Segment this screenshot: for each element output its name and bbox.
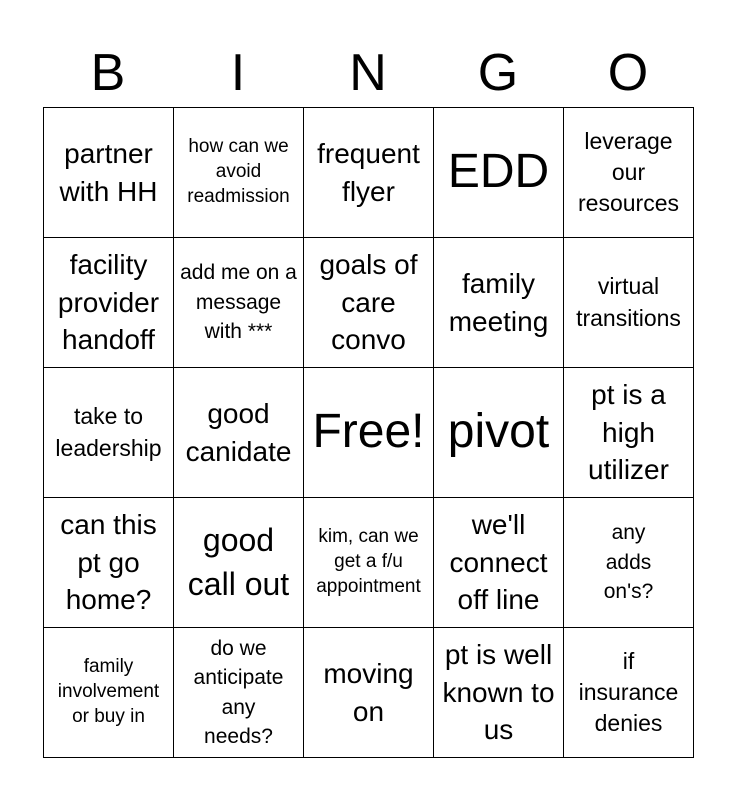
bingo-cell[interactable] xyxy=(564,238,694,368)
bingo-cell[interactable] xyxy=(304,108,434,238)
bingo-cell[interactable] xyxy=(564,108,694,238)
bingo-cell[interactable] xyxy=(564,368,694,498)
bingo-cell[interactable] xyxy=(304,238,434,368)
cell-text: how can we avoid readmission xyxy=(187,136,290,207)
header-letter-b: B xyxy=(90,44,126,102)
cell-text: frequent flyer xyxy=(317,137,420,207)
bingo-cell[interactable] xyxy=(174,108,304,238)
bingo-cell[interactable] xyxy=(174,498,304,628)
header-letter-o: O xyxy=(607,44,649,102)
bingo-cell[interactable] xyxy=(174,368,304,498)
cell-text: if insurance denies xyxy=(578,647,679,737)
cell-text: pt is well known to us xyxy=(442,638,555,746)
bingo-cell[interactable] xyxy=(564,628,694,758)
free-space-cell[interactable] xyxy=(304,368,434,498)
bingo-cell[interactable] xyxy=(564,498,694,628)
free-space-text: Free! xyxy=(312,405,425,459)
cell-text: good canidate xyxy=(185,397,292,467)
cell-text: kim, can we get a f/u appointment xyxy=(316,526,421,597)
bingo-header xyxy=(43,40,693,106)
cell-text: pt is a high utilizer xyxy=(588,378,669,486)
cell-text: leverage our resources xyxy=(578,127,679,217)
bingo-cell[interactable] xyxy=(44,368,174,498)
bingo-cell[interactable] xyxy=(44,108,174,238)
cell-text: facility provider handoff xyxy=(57,248,160,356)
bingo-board xyxy=(43,107,694,758)
bingo-cell[interactable] xyxy=(434,108,564,238)
bingo-cell[interactable] xyxy=(44,498,174,628)
cell-text: EDD xyxy=(447,145,550,199)
cell-text: add me on a message with *** xyxy=(180,261,297,344)
cell-text: take to leadership xyxy=(55,403,162,461)
cell-text: family involvement or buy in xyxy=(57,656,160,727)
bingo-cell[interactable] xyxy=(44,628,174,758)
bingo-cell[interactable] xyxy=(434,238,564,368)
cell-text: goals of care convo xyxy=(319,248,418,356)
header-letter-i: I xyxy=(230,44,246,102)
bingo-cell[interactable] xyxy=(44,238,174,368)
cell-text: any adds on's? xyxy=(603,521,654,604)
bingo-cell[interactable] xyxy=(174,238,304,368)
bingo-cell[interactable] xyxy=(434,368,564,498)
cell-text: partner with HH xyxy=(59,137,158,207)
bingo-cell[interactable] xyxy=(434,498,564,628)
cell-text: we'll connect off line xyxy=(449,508,548,616)
cell-text: moving on xyxy=(323,657,414,727)
cell-text: virtual transitions xyxy=(576,273,681,331)
cell-text: family meeting xyxy=(448,267,549,337)
header-letter-g: G xyxy=(477,44,519,102)
bingo-cell[interactable] xyxy=(434,628,564,758)
cell-text: good call out xyxy=(187,522,290,602)
header-letter-n: N xyxy=(349,44,387,102)
bingo-cell[interactable] xyxy=(304,498,434,628)
bingo-cell[interactable] xyxy=(304,628,434,758)
bingo-cell[interactable] xyxy=(174,628,304,758)
cell-text: do we anticipate any needs? xyxy=(193,636,284,748)
cell-text: can this pt go home? xyxy=(60,508,157,616)
cell-text: pivot xyxy=(447,405,550,459)
